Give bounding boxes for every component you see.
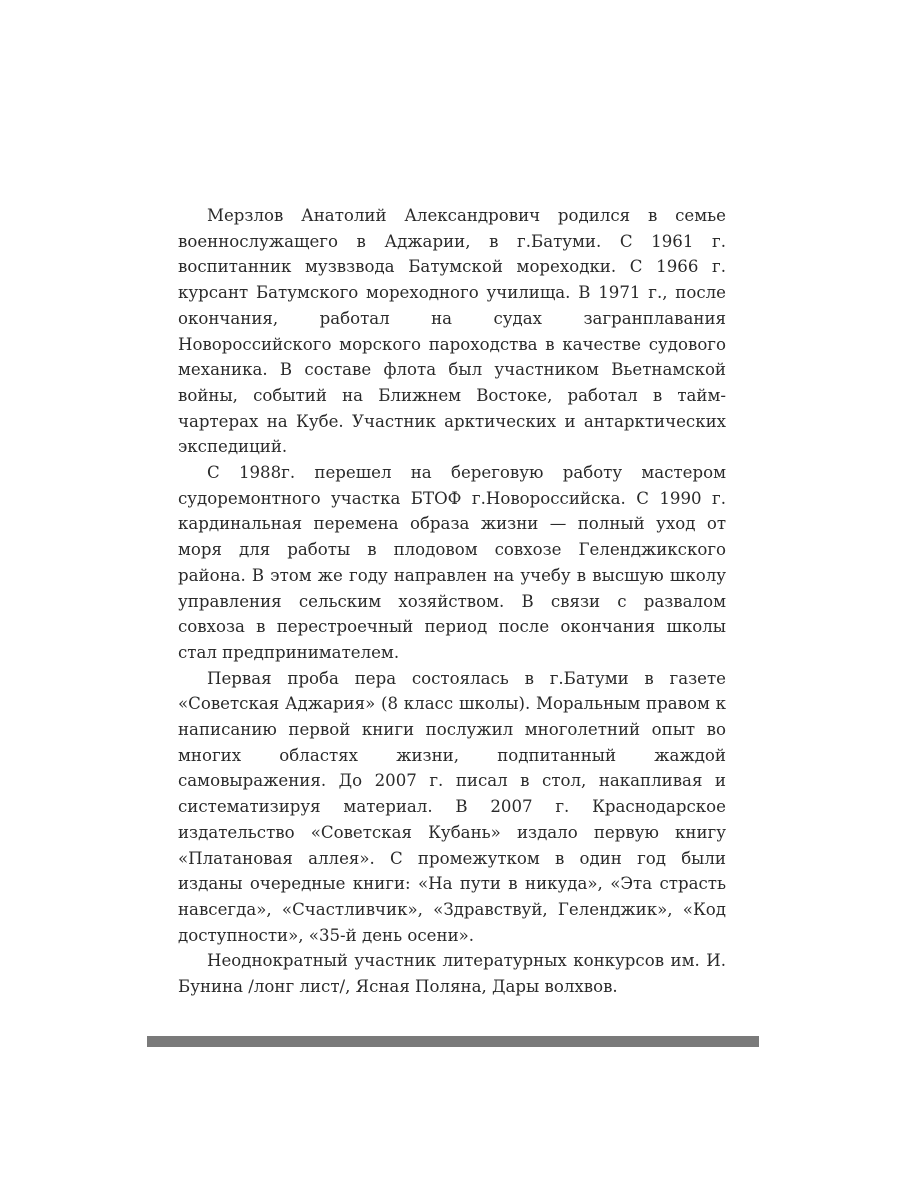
- footer-divider: [147, 1036, 759, 1047]
- paragraph-early-life: Мерзлов Анатолий Александрович родился в семье военнослужащего в Аджарии, в г.Батуми. С 1961 г. воспитанник музвзвода Батумской мореходки. С 1966 г. курсант Батумского мореходного училища. В 1971 г., после окончания, работал на судах загранплавания Новороссийского морского пароходства в качестве судового механика. В составе флота был участником Вьетнамской войны, событий на Ближнем Востоке, работал в тайм-чартерах на Кубе. Участник арктических и антарктических экспедиций.: [178, 206, 726, 457]
- paragraph-awards: Неоднократный участник литературных конкурсов им. И. Бунина /лонг лист/, Ясная Поляна, Дары волхвов.: [178, 951, 726, 997]
- biography-text: [178, 203, 726, 1000]
- paragraph-writing: Первая проба пера состоялась в г.Батуми в газете «Советская Аджария» (8 класс школы). Моральным правом к написанию первой книги послужил многолетний опыт во многих областях жизни, подпитанный жаждой самовыражения. До 2007 г. писал в стол, накапливая и систематизируя материал. В 2007 г. Краснодарское издательство «Советская Кубань» издало первую книгу «Платановая аллея». С промежутком в один год были изданы очередные книги: «На пути в никуда», «Эта страсть навсегда», «Счастливчик», «Здравствуй, Геленджик», «Код доступности», «35-й день осени».: [178, 668, 726, 945]
- paragraph-career-change: С 1988г. перешел на береговую работу мастером судоремонтного участка БТОФ г.Новороссийска. С 1990 г. кардинальная перемена образа жизни — полный уход от моря для работы в плодовом совхозе Геленджикского района. В этом же году направлен на учебу в высшую школу управления сельским хозяйством. В связи с развалом совхоза в перестроечный период после окончания школы стал предпринимателем.: [178, 463, 726, 662]
